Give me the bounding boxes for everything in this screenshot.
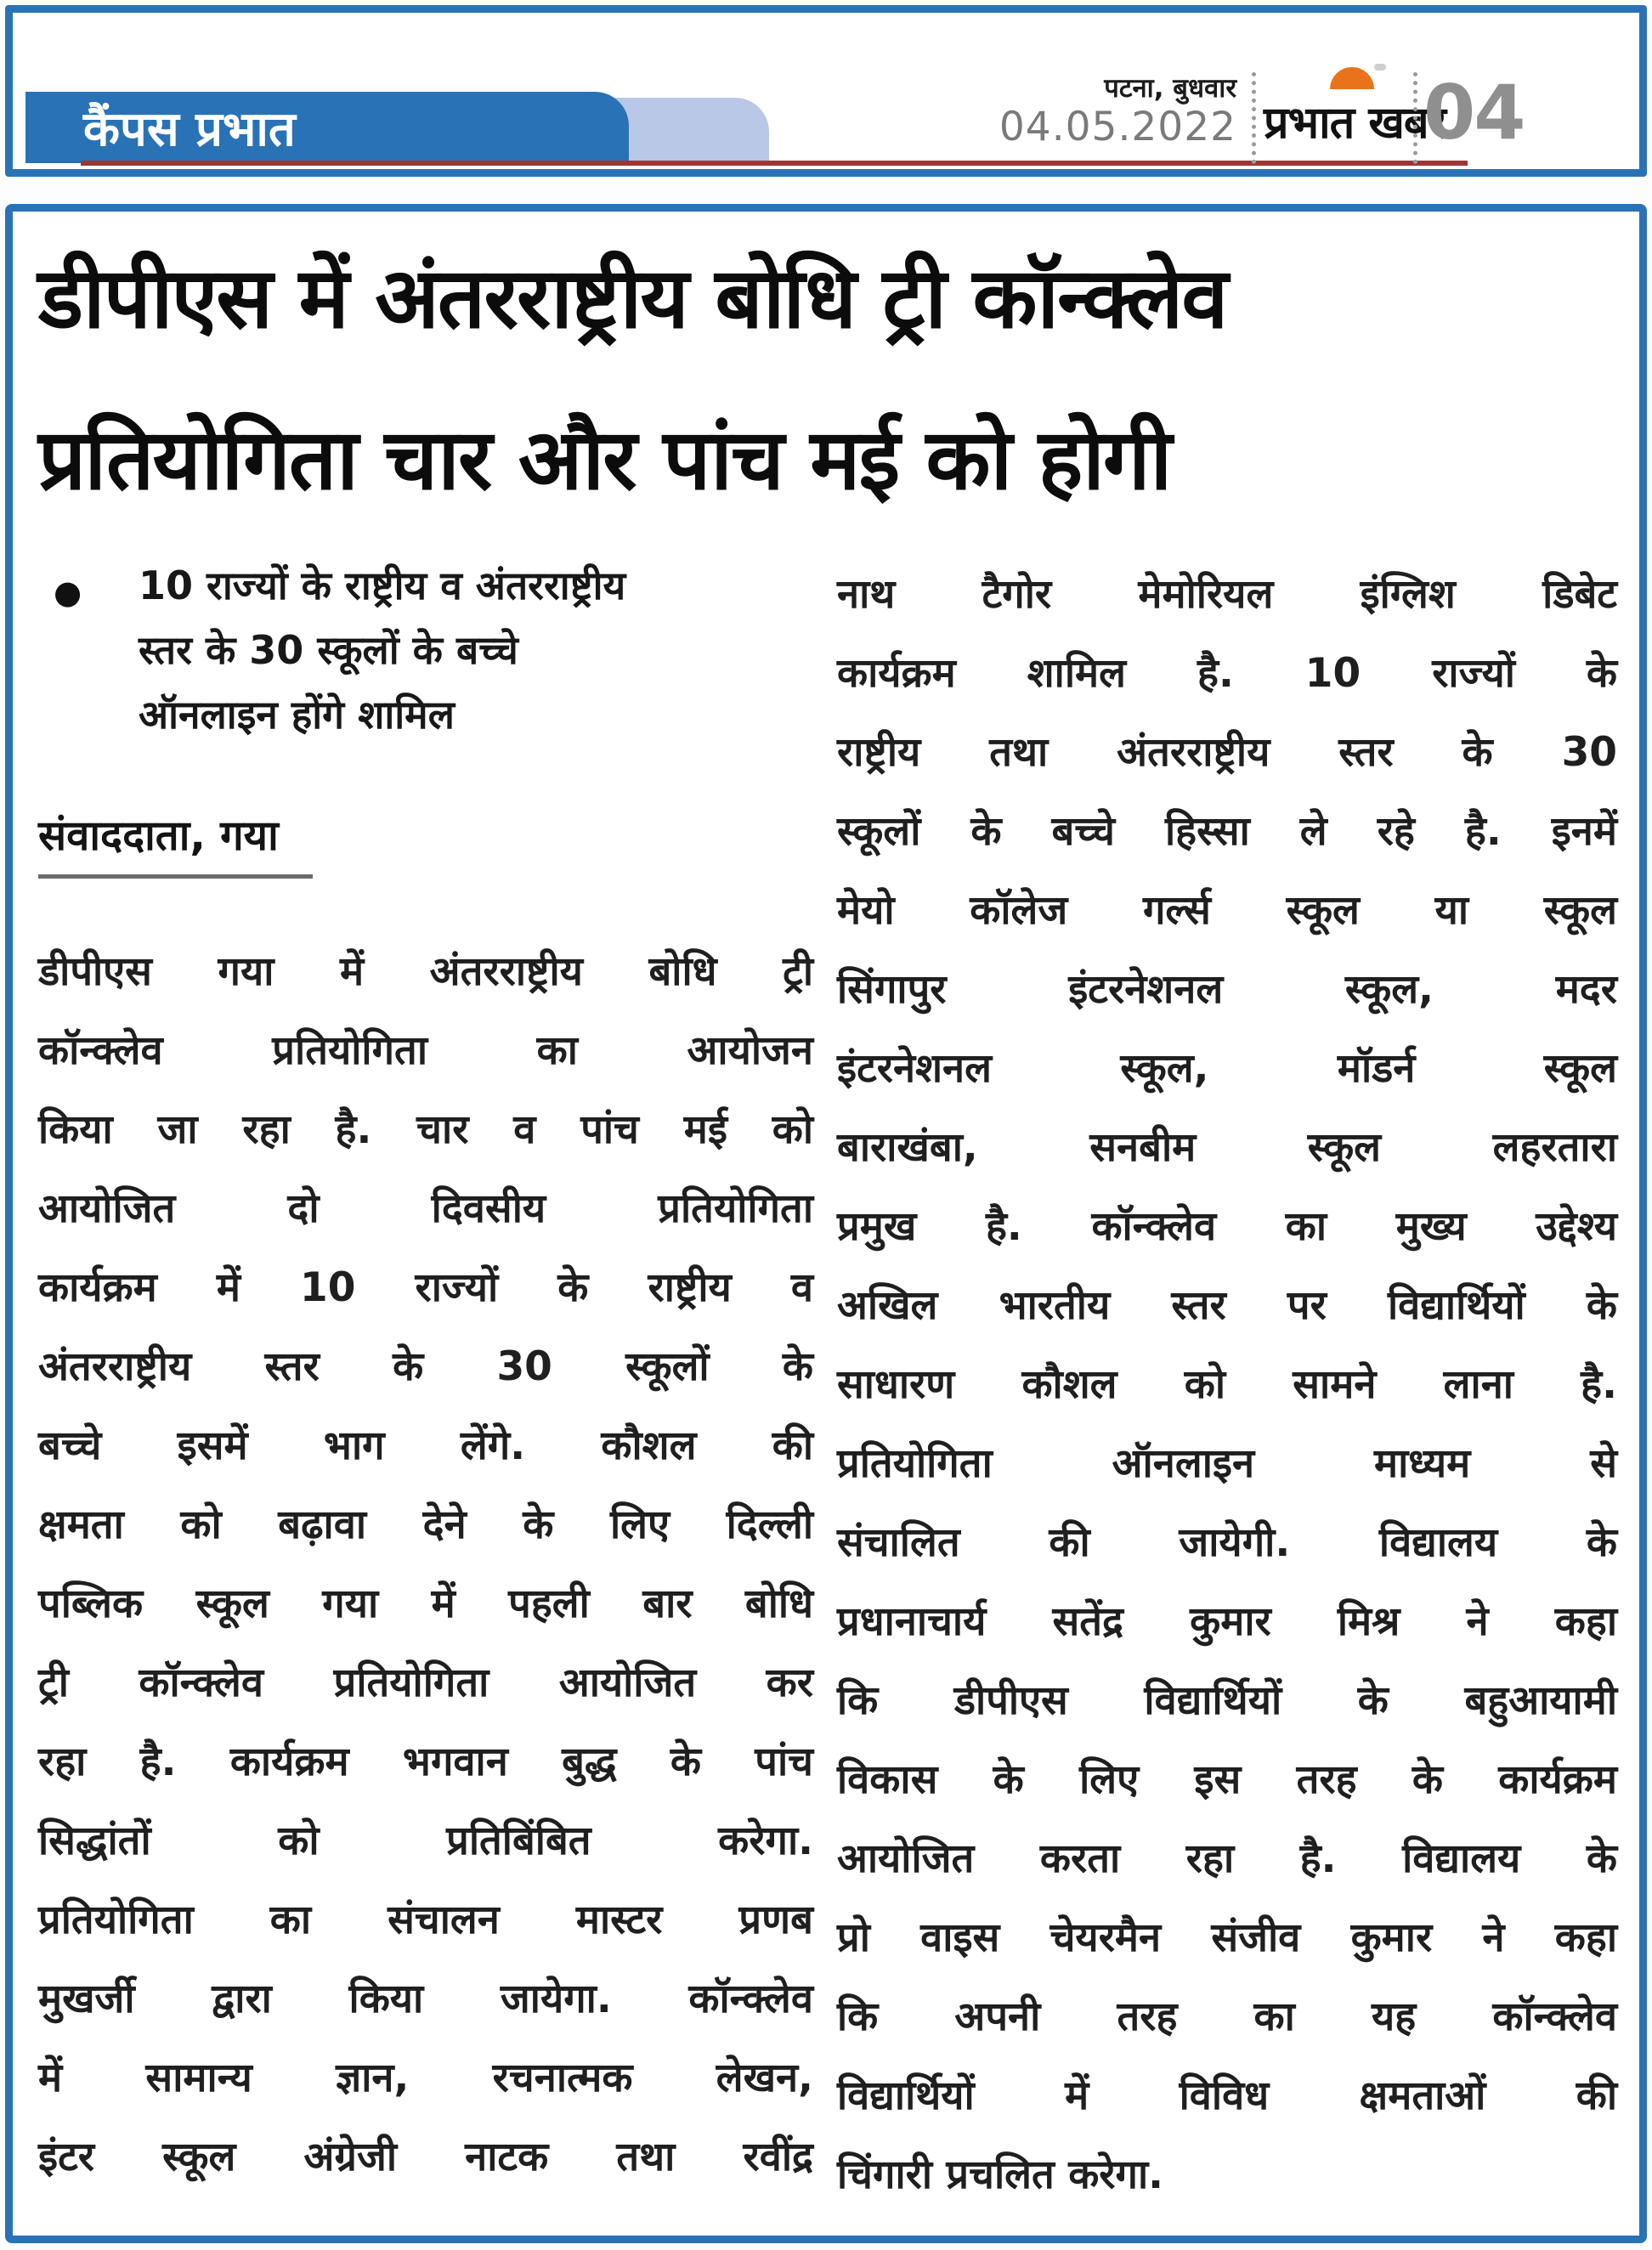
article-line: मेयो कॉलेज गर्ल्स स्कूल या स्कूल: [837, 887, 1617, 934]
article-line: पब्लिक स्कूल गया में पहली बार बोधि: [38, 1580, 813, 1627]
page-number: 04: [1423, 69, 1525, 156]
left-column: [38, 932, 813, 2196]
article-box: [5, 204, 1647, 2243]
section-label: कैंपस प्रभात: [83, 102, 296, 157]
city-day-label: पटना, बुधवार: [1104, 73, 1236, 104]
article-line: कि अपनी तरह का यह कॉन्क्लेव: [837, 1993, 1617, 2040]
article-line: अखिल भारतीय स्तर पर विद्यार्थियों के: [837, 1282, 1617, 1329]
section-banner: [25, 92, 629, 163]
subhead-lines: [139, 553, 803, 747]
article-line: विद्यार्थियों में विविध क्षमताओं की: [837, 2072, 1617, 2119]
article-line: प्रो वाइस चेयरमैन संजीव कुमार ने कहा: [837, 1914, 1617, 1961]
headline: [38, 218, 1619, 541]
article-line: स्कूलों के बच्चे हिस्सा ले रहे है. इनमें: [837, 808, 1617, 855]
article-line: साधारण कौशल को सामने लाना है.: [837, 1361, 1617, 1408]
article-line: ऑनलाइन होंगे शामिल: [139, 692, 455, 738]
byline: संवाददाता, गया: [38, 806, 313, 879]
article-line: विकास के लिए इस तरह के कार्यक्रम: [837, 1756, 1617, 1803]
headline-line-1: डीपीएस में अंतरराष्ट्रीय बोधि ट्री कॉन्क्लेव: [38, 250, 1227, 348]
right-column: [837, 555, 1617, 2214]
rising-sun-icon: [1330, 67, 1374, 89]
article-line: रहा है. कार्यक्रम भगवान बुद्ध के पांच: [38, 1738, 813, 1785]
article-line: संचालित की जायेगी. विद्यालय के: [837, 1519, 1617, 1566]
masthead-red-rule: [81, 161, 1468, 166]
article-line: कार्यक्रम में 10 राज्यों के राष्ट्रीय व: [38, 1264, 813, 1311]
article-line: में सामान्य ज्ञान, रचनात्मक लेखन,: [38, 2055, 813, 2101]
article-line: प्रतियोगिता ऑनलाइन माध्यम से: [837, 1440, 1617, 1487]
article-line: सिंगापुर इंटरनेशनल स्कूल, मदर: [837, 966, 1617, 1013]
article-line: कि डीपीएस विद्यार्थियों के बहुआयामी: [837, 1677, 1617, 1724]
headline-line-2: प्रतियोगिता चार और पांच मई को होगी: [38, 411, 1171, 509]
dotted-divider: [1252, 72, 1256, 164]
article-line: राष्ट्रीय तथा अंतरराष्ट्रीय स्तर के 30: [837, 729, 1617, 776]
date-block: [914, 74, 1236, 150]
newspaper-logo: [1264, 67, 1446, 151]
subhead: [38, 553, 803, 747]
article-line: कॉन्क्लेव प्रतियोगिता का आयोजन: [38, 1027, 813, 1074]
article-line: प्रतियोगिता का संचालन मास्टर प्रणब: [38, 1897, 813, 1943]
article-line: 10 राज्यों के राष्ट्रीय व अंतरराष्ट्रीय: [139, 562, 626, 608]
article-line: क्षमता को बढ़ावा देने के लिए दिल्ली: [38, 1501, 813, 1548]
article-line: डीपीएस गया में अंतरराष्ट्रीय बोधि ट्री: [38, 948, 813, 995]
article-line: नाथ टैगोर मेमोरियल इंग्लिश डिबेट: [837, 571, 1617, 618]
article-line: ट्री कॉन्क्लेव प्रतियोगिता आयोजित कर: [38, 1659, 813, 1706]
article-line: किया जा रहा है. चार व पांच मई को: [38, 1106, 813, 1153]
article-line: आयोजित दो दिवसीय प्रतियोगिता: [38, 1185, 813, 1232]
article-line: आयोजित करता रहा है. विद्यालय के: [837, 1835, 1617, 1882]
article-line: इंटर स्कूल अंग्रेजी नाटक तथा रवींद्र: [38, 2134, 813, 2180]
article-line: प्रमुख है. कॉन्क्लेव का मुख्य उद्देश्य: [837, 1203, 1617, 1250]
article-line: मुखर्जी द्वारा किया जायेगा. कॉन्क्लेव: [38, 1976, 813, 2022]
article-line: प्रधानाचार्य सतेंद्र कुमार मिश्र ने कहा: [837, 1598, 1617, 1645]
article-line: कार्यक्रम शामिल है. 10 राज्यों के: [837, 650, 1617, 697]
article-line: स्तर के 30 स्कूलों के बच्चे: [139, 627, 518, 673]
article-line: बच्चे इसमें भाग लेंगे. कौशल की: [38, 1422, 813, 1469]
issue-date: 04.05.2022: [999, 103, 1236, 150]
article-line: बाराखंबा, सनबीम स्कूल लहरतारा: [837, 1124, 1617, 1171]
bullet-icon: ●: [54, 574, 82, 611]
article-line: सिद्धांतों को प्रतिबिंबित करेगा.: [38, 1818, 813, 1864]
article-line: अंतरराष्ट्रीय स्तर के 30 स्कूलों के: [38, 1343, 813, 1390]
dotted-divider: [1413, 72, 1417, 164]
newspaper-logo-text: प्रभात खबर: [1264, 98, 1446, 149]
article-line: चिंगारी प्रचलित करेगा.: [837, 2151, 1163, 2198]
article-line: इंटरनेशनल स्कूल, मॉडर्न स्कूल: [837, 1045, 1617, 1092]
masthead: [5, 5, 1647, 177]
